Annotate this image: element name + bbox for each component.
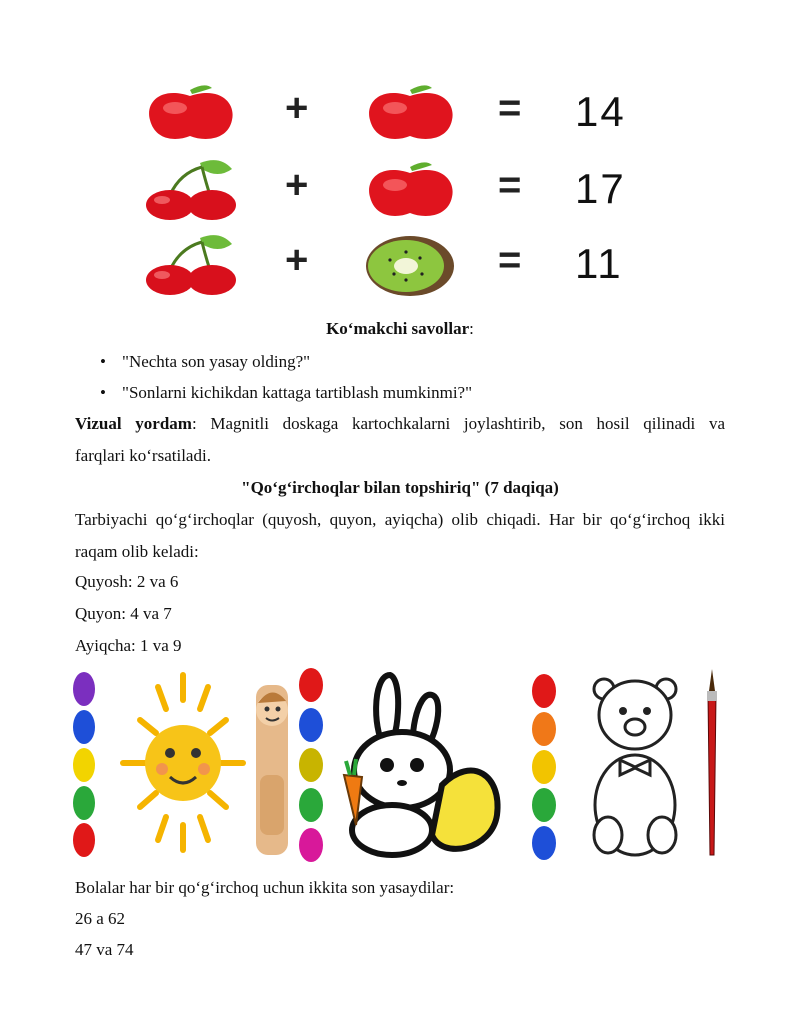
teddy-bear-icon <box>590 665 680 865</box>
puzzle-row-2 <box>140 155 660 225</box>
question-text: "Sonlarni kichikdan kattaga tartiblash mumkinmi?" <box>122 383 473 402</box>
result-pair-1: 26 a 62 <box>75 909 126 928</box>
helper-heading-label: Ko‘makchi savollar <box>326 319 470 338</box>
puzzle-result: 17 <box>575 165 626 212</box>
visual-aid-line-1 <box>75 408 725 440</box>
helper-heading-colon: : <box>469 319 474 338</box>
apple-icon <box>140 78 240 148</box>
doll-item-sun: Quyosh: 2 va 6 <box>75 572 179 591</box>
kiwi-icon <box>360 230 460 300</box>
task-intro-line-2: raqam olib keladi: <box>75 542 199 561</box>
task-intro-line-1: Tarbiyachi qo‘g‘irchoqlar (quyosh, quyon, ayiqcha) olib chiqadi. Har bir qo‘g‘irchoq ikki <box>75 510 725 529</box>
visual-aid-line-2: farqlari ko‘rsatiladi. <box>75 446 211 465</box>
plus-sign: + <box>285 86 309 130</box>
fruit-puzzle <box>140 70 660 300</box>
question-text: "Nechta son yasay olding?" <box>122 352 311 371</box>
list-item <box>100 377 472 409</box>
doll-item-bear: Ayiqcha: 1 va 9 <box>75 636 182 655</box>
bullet-icon: • <box>100 383 106 402</box>
visual-aid-text: : Magnitli doskaga kartochkalarni joylashtirib, son hosil qilinadi va <box>191 414 725 433</box>
puzzle-result: 14 <box>575 88 626 135</box>
puzzle-row-1 <box>140 78 660 148</box>
task-intro <box>75 504 725 568</box>
bullet-icon: • <box>100 352 106 371</box>
sun-icon <box>118 665 248 865</box>
equals-sign: = <box>498 86 522 130</box>
doll-item-bunny: Quyon: 4 va 7 <box>75 604 172 623</box>
plus-sign: + <box>285 238 309 282</box>
apple-icon <box>360 78 460 148</box>
visual-aid-label: Vizual yordam <box>75 414 192 433</box>
cherries-icon <box>140 155 240 225</box>
carrot-icon <box>332 665 372 865</box>
task-heading: "Qo‘g‘irchoqlar bilan topshiriq" (7 daqiqa) <box>241 478 559 497</box>
paintbrush-icon <box>700 665 724 865</box>
cherries-icon <box>140 230 240 300</box>
puzzle-row-3 <box>140 230 660 300</box>
paint-drops-icon <box>70 665 98 865</box>
equals-sign: = <box>498 163 522 207</box>
equals-sign: = <box>498 238 522 282</box>
result-intro: Bolalar har bir qo‘g‘irchoq uchun ikkita son yasaydilar: <box>75 878 455 897</box>
list-item <box>100 346 310 378</box>
visual-aid-paragraph <box>75 408 725 472</box>
boy-icon <box>252 665 292 865</box>
illustration-strip <box>70 665 730 865</box>
apple-icon <box>360 155 460 225</box>
helper-heading <box>0 313 800 345</box>
puzzle-result: 11 <box>575 240 623 287</box>
paint-drops-icon <box>530 665 558 865</box>
result-pair-2: 47 va 74 <box>75 940 134 959</box>
paint-drops-icon <box>297 665 325 865</box>
plus-sign: + <box>285 163 309 207</box>
